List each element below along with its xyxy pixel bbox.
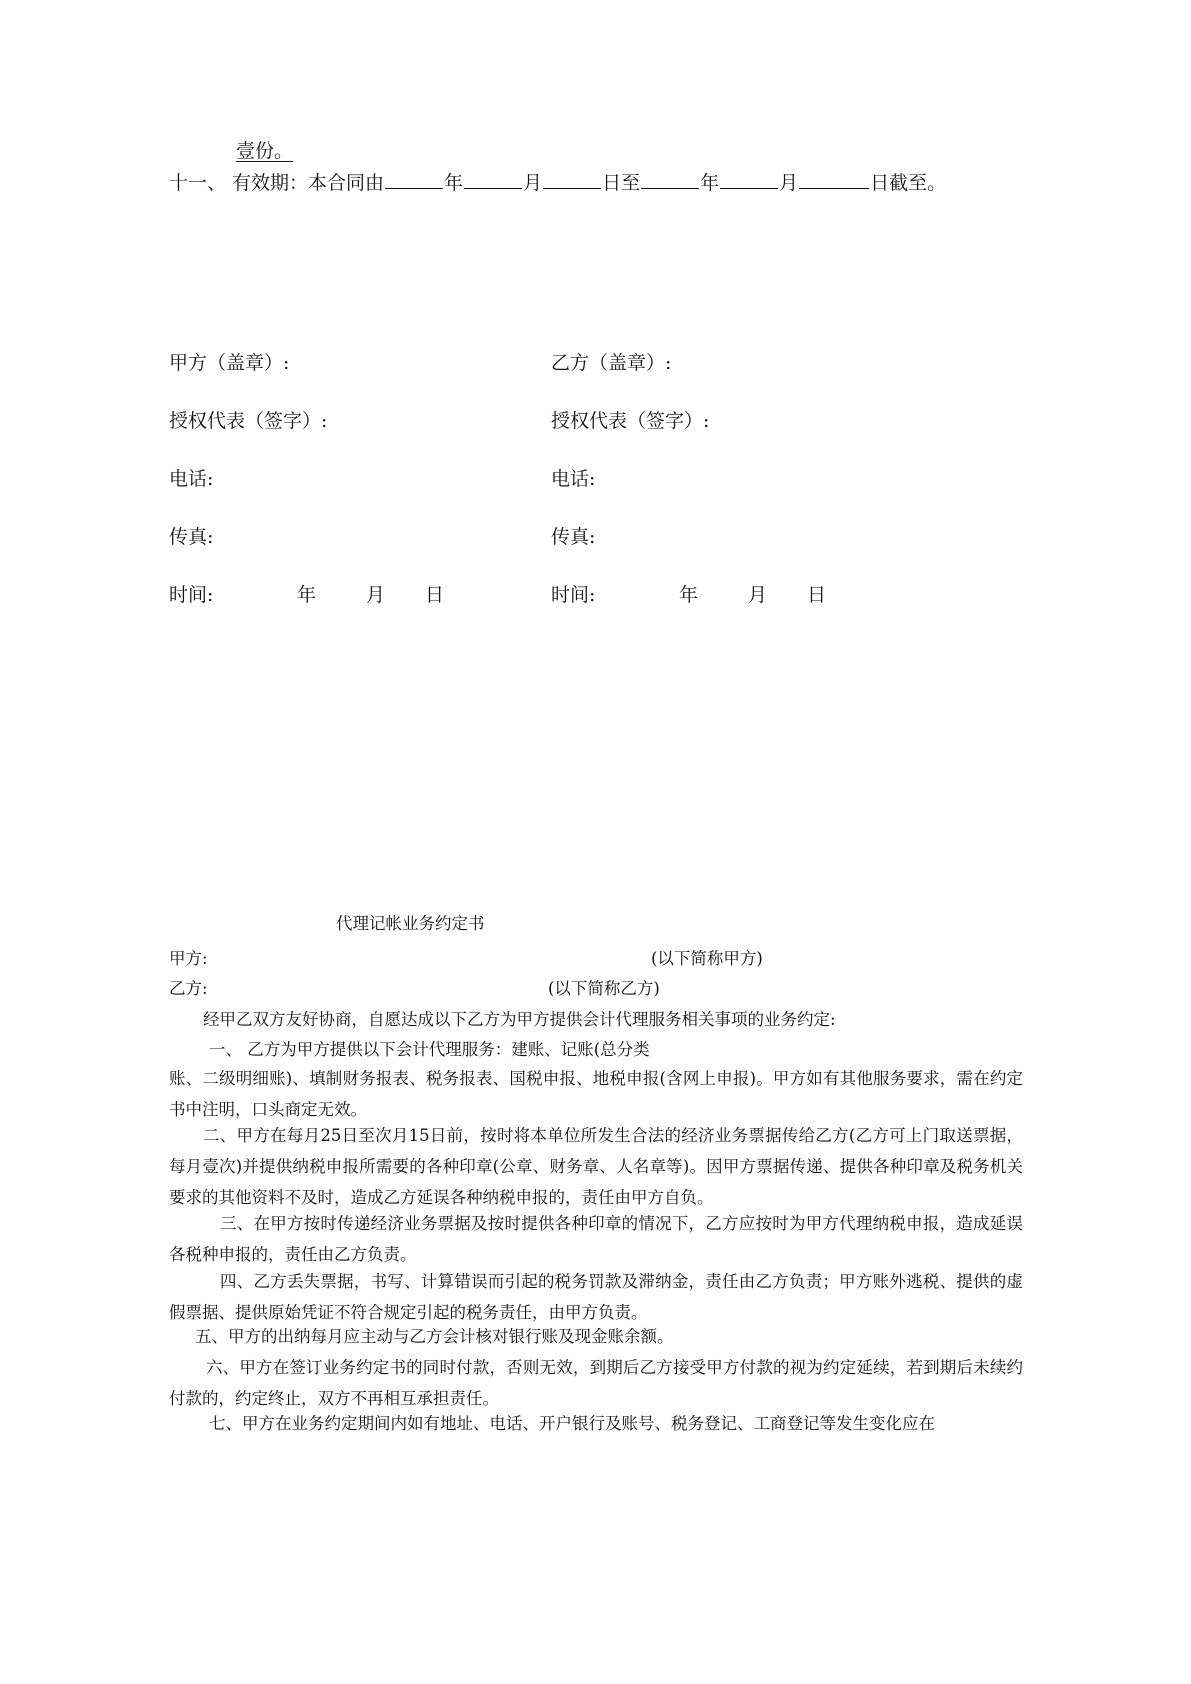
party-a-rep: 授权代表（签字）: (169, 410, 328, 432)
party-a-stamp: 甲方（盖章）: (169, 352, 290, 374)
party-a-year: 年 (297, 584, 317, 606)
item1-body: 账、二级明细账)、填制财务报表、税务报表、国税申报、地税申报(含网上申报)。甲方如有其他服务要求，需在约定书中注明，口头商定无效。 (169, 1069, 1023, 1119)
blank-start-month (464, 168, 522, 189)
party-a-time: 时间: (169, 584, 214, 606)
agreement-title: 代理记帐业务约定书 (336, 914, 485, 933)
item7: 七、甲方在业务约定期间内如有地址、电话、开户银行及账号、税务登记、工商登记等发生变化应在 (209, 1414, 935, 1433)
item6: 六、甲方在签订业务约定书的同时付款，否则无效，到期后乙方接受甲方付款的视为约定延续，若到期后未续约付款的，约定终止，双方不再相互承担责任。 (169, 1358, 1023, 1408)
item5: 五、甲方的出纳每月应主动与乙方会计核对银行账及现金账余额。 (195, 1327, 674, 1346)
item4: 四、乙方丢失票据，书写、计算错误而引起的税务罚款及滞纳金，责任由乙方负责；甲方账外逃税、提供的虚假票据、提供原始凭证不符合规定引起的税务责任，由甲方负责。 (169, 1272, 1023, 1322)
item1-head: 一、 乙方为甲方提供以下会计代理服务：建账、记账(总分类 (209, 1040, 650, 1059)
copies-line (236, 138, 293, 164)
blank-end-month (720, 168, 778, 189)
blank-end-year (641, 168, 699, 189)
agreement-intro: 经甲乙双方友好协商，自愿达成以下乙方为甲方提供会计代理服务相关事项的业务约定: (203, 1010, 836, 1029)
party-a-phone: 电话: (169, 468, 214, 490)
party-a-day: 日 (425, 584, 445, 606)
validity-year1: 年 (444, 172, 464, 194)
party-b-time: 时间: (551, 584, 596, 606)
party-a-fax: 传真: (169, 526, 214, 548)
party-b-month: 月 (748, 584, 768, 606)
validity-clause (169, 168, 946, 196)
blank-end-day (799, 168, 869, 189)
party-b-label: 乙方: (169, 979, 208, 998)
party-a-label: 甲方: (169, 949, 208, 968)
validity-month1: 月 (523, 172, 543, 194)
validity-day1: 日至 (602, 172, 641, 194)
item3: 三、在甲方按时传递经济业务票据及按时提供各种印章的情况下，乙方应按时为甲方代理纳税申报，造成延误各税种申报的，责任由乙方负责。 (169, 1214, 1023, 1264)
party-b-phone: 电话: (551, 468, 596, 490)
party-a-note: (以下简称甲方) (651, 949, 763, 968)
party-b-year: 年 (679, 584, 699, 606)
validity-year2: 年 (700, 172, 720, 194)
validity-day2: 日截至。 (870, 172, 947, 194)
party-b-note: (以下简称乙方) (548, 979, 660, 998)
party-a-month: 月 (366, 584, 386, 606)
item2: 二、甲方在每月25日至次月15日前，按时将本单位所发生合法的经济业务票据传给乙方(乙方可上门取送票据，每月壹次)并提供纳税申报所需要的各种印章(公章、财务章、人名章等)。因甲方票据传递、提供各种印章及税务机关要求的其他资料不及时，造成乙方延误各种纳税申报的，责任由甲方自负。 (169, 1126, 1023, 1207)
blank-start-year (385, 168, 443, 189)
validity-label: 十一、 有效期：本合同由 (169, 172, 385, 194)
validity-month2: 月 (779, 172, 799, 194)
copies-text: 壹份。 (236, 140, 294, 162)
party-b-fax: 传真: (551, 526, 596, 548)
party-b-rep: 授权代表（签字）: (551, 410, 710, 432)
party-b-day: 日 (807, 584, 827, 606)
blank-start-day (543, 168, 601, 189)
party-b-stamp: 乙方（盖章）: (551, 352, 672, 374)
